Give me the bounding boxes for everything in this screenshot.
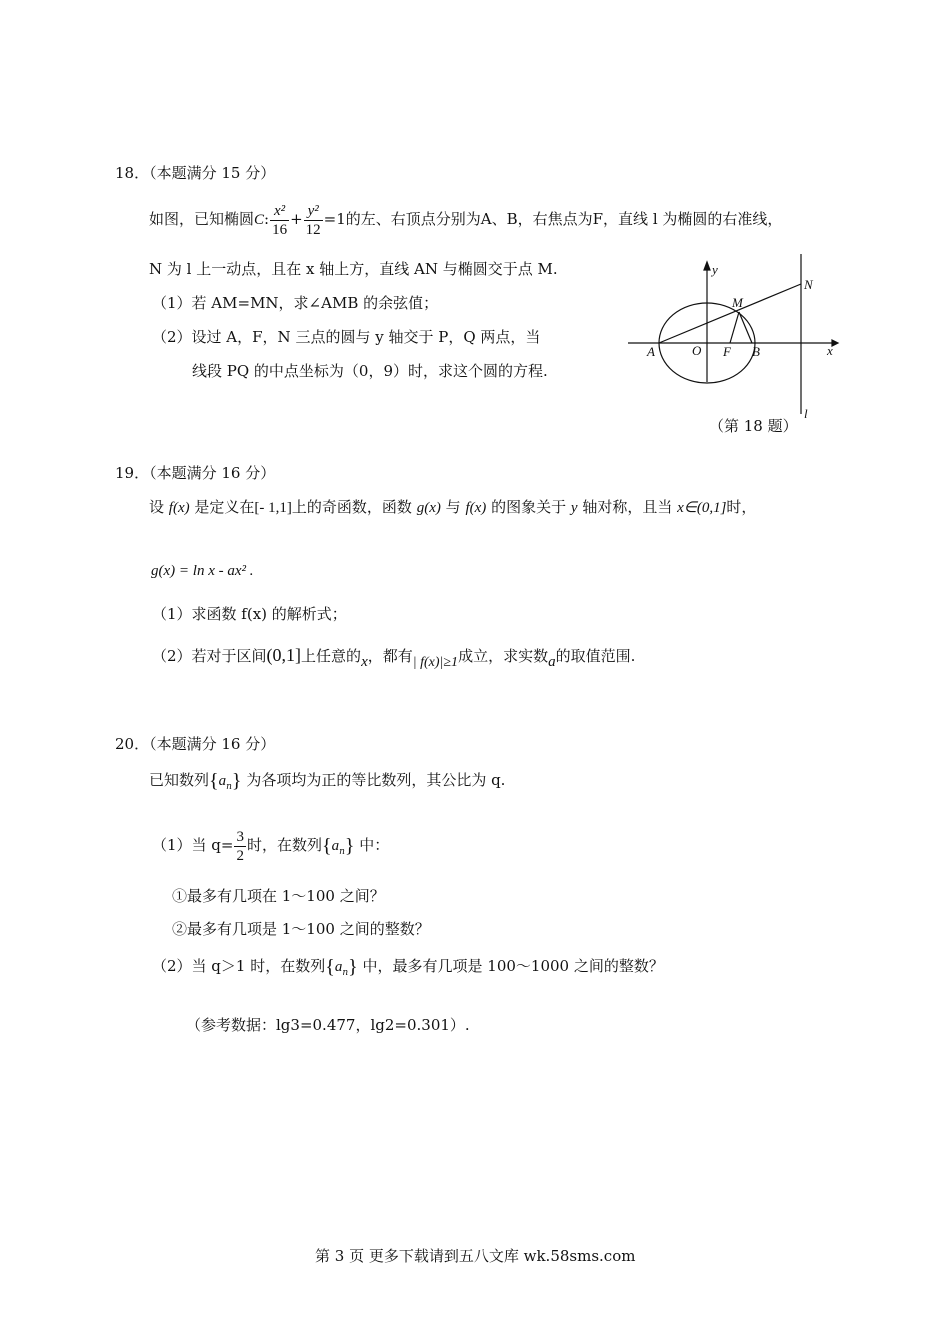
label-O: O [692, 343, 702, 358]
sequence-an: $\{a_n\}$ [209, 770, 242, 792]
q20-statement: 已知数列$\{a_n\}$ 为各项均为正的等比数列，其公比为 q. [149, 770, 506, 792]
label-y: y [712, 262, 718, 277]
segment-FM [730, 312, 739, 343]
q20-part2: （2）当 q＞1 时，在数列$\{a_n\}$ 中，最多有几项是 100～1000 之间的整数？ [152, 956, 664, 978]
q18-part2-line1: （2）设过 A，F，N 三点的圆与 y 轴交于 P，Q 两点，当 [152, 328, 541, 346]
q18-curve-name: C [254, 212, 265, 228]
q18-figure [620, 252, 850, 432]
q18-equals-one: =1 [323, 210, 346, 228]
q18-header [115, 164, 275, 182]
q20-number: 20． [115, 735, 150, 753]
q18-intro-tail: 的左、右顶点分别为A、B，右焦点为F，直线 l 为椭圆的右准线， [345, 210, 783, 228]
q18-number: 18． [115, 164, 150, 182]
q18-fraction-y: $\frac{\text{y²}}{12}$ [305, 202, 321, 238]
label-x: x [827, 343, 833, 358]
label-F: F [723, 344, 731, 359]
q20-header [115, 735, 275, 753]
q20-part1: （1）当 q= $\frac{3}{2}$ 时，在数列$\{a_n\}$ 中： [152, 828, 390, 864]
line-AN [659, 284, 801, 343]
q18-score: （本题满分 15 分） [149, 164, 276, 182]
sequence-an: $\{a_n\}$ [325, 956, 358, 978]
q18-figure-caption: （第 18 题） [709, 417, 798, 435]
label-B: B [752, 344, 760, 359]
q20-score: （本题满分 16 分） [149, 735, 276, 753]
q19-header [115, 464, 275, 482]
q19-part1: （1）求函数 f(x) 的解析式； [152, 605, 347, 623]
label-A: A [647, 344, 655, 359]
label-N: N [804, 277, 813, 292]
q18-plus: + [290, 210, 303, 228]
q20-item1: ①最多有几项在 1～100 之间？ [172, 887, 385, 905]
q20-reference-data: （参考数据：lg3=0.477，lg2=0.301）. [186, 1016, 470, 1034]
label-M: M [732, 295, 743, 310]
x-range: x∈(0,1] [677, 500, 727, 516]
sequence-an: $\{a_n\}$ [322, 835, 355, 857]
q18-fraction-x: $\frac{\text{x²}}{16}$ [272, 202, 288, 238]
q18-part2-line2: 线段 PQ 的中点坐标为（0，9）时，求这个圆的方程. [192, 362, 548, 380]
q20-item2: ②最多有几项是 1～100 之间的整数？ [172, 920, 430, 938]
q18-line2: N 为 l 上一动点，且在 x 轴上方，直线 AN 与椭圆交于点 M. [149, 260, 558, 278]
q19-statement: 设 f(x) 是定义在[- 1,1]上的奇函数，函数 g(x) 与 f(x) 的图象关于 y 轴对称，且当 x∈(0,1]时， [149, 498, 757, 516]
q18-colon: : [264, 210, 270, 228]
domain-interval: [- 1,1] [254, 500, 292, 516]
f-of-x: f(x) [168, 500, 190, 516]
segment-MB [739, 312, 752, 343]
y-axis-arrow-icon [704, 262, 710, 270]
x-axis-arrow-icon [832, 340, 838, 346]
q19-score: （本题满分 16 分） [149, 464, 276, 482]
q18-part1: （1）若 AM=MN，求∠AMB 的余弦值； [152, 294, 439, 312]
q-fraction: $\frac{3}{2}$ [236, 828, 244, 864]
q19-part2: （2）若对于区间(0,1]上任意的x，都有| f(x)|≥1成立，求实数a的取值范围. [152, 645, 636, 670]
page-footer: 第 3 页 更多下载请到五八文库 wk.58sms.com [315, 1247, 636, 1265]
g-of-x: g(x) [416, 500, 441, 516]
abs-inequality: | f(x)|≥1 [412, 655, 459, 670]
q19-formula: g(x) = ln x - ax² . [151, 563, 254, 579]
interval-0-1: (0,1] [266, 645, 302, 665]
label-l: l [804, 406, 808, 421]
q18-intro-line [149, 199, 782, 240]
q19-number: 19． [115, 464, 150, 482]
q18-intro-lead: 如图，已知椭圆 [149, 210, 255, 228]
